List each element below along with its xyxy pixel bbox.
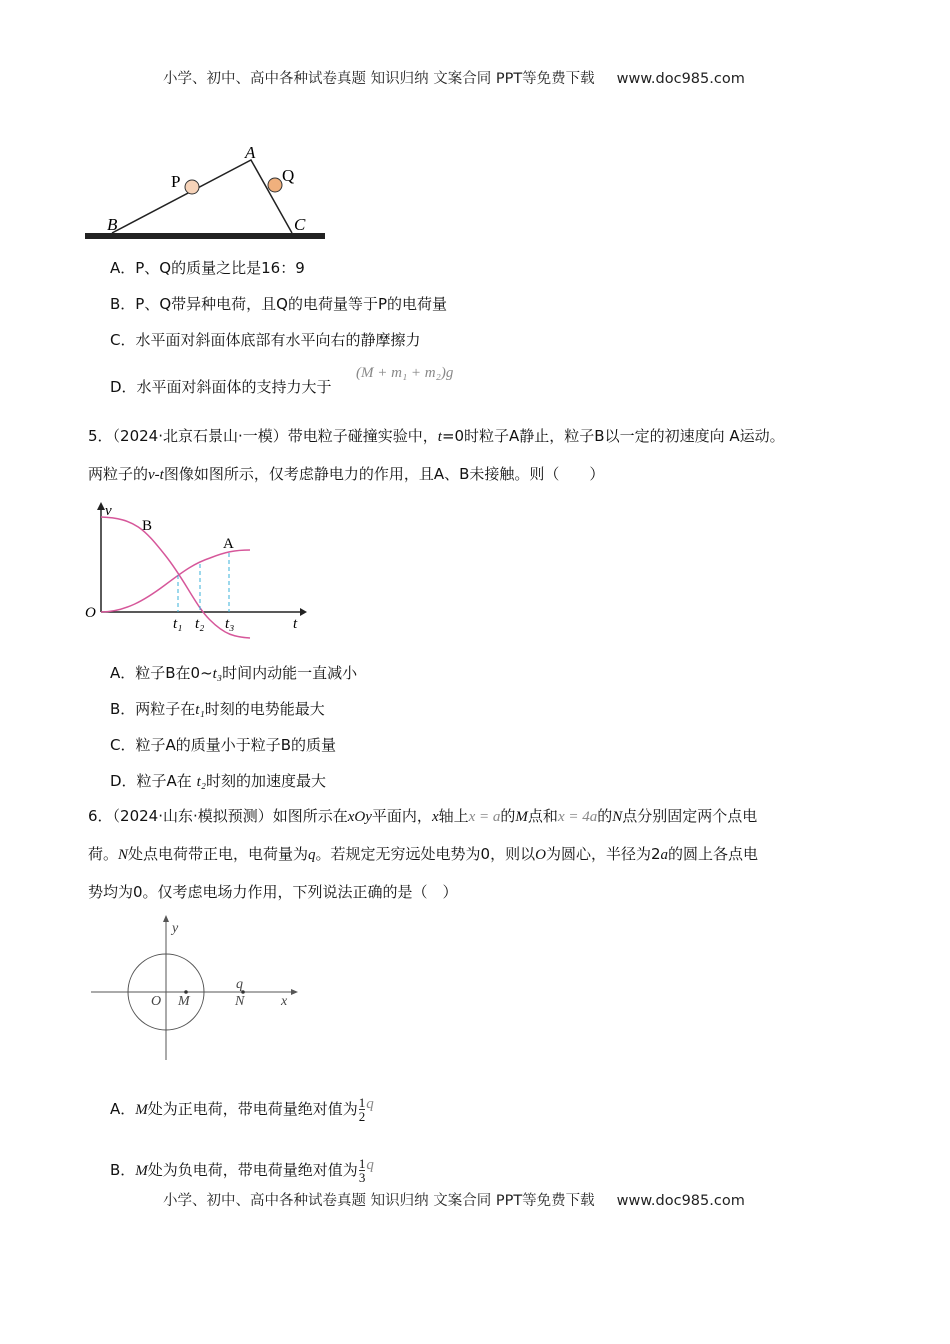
t: 的圆上各点电 [667, 845, 758, 863]
denominator: 2 [358, 1109, 366, 1124]
x-label: x [281, 994, 288, 1009]
q4-option-a[interactable]: A．P、Q的质量之比是16：9 [110, 259, 305, 277]
q5-option-b[interactable] [110, 699, 325, 720]
t: 的 [597, 807, 613, 825]
t: A． [110, 1100, 136, 1118]
t1-label: t₁ [173, 616, 183, 632]
fraction [359, 1157, 366, 1184]
y-axis-arrow [163, 915, 169, 922]
page-header [163, 69, 745, 89]
t: 点和 [527, 807, 558, 825]
footer-site-link[interactable]: www.doc985.com [616, 1193, 745, 1209]
text: 时刻的电势能最大 [204, 700, 325, 718]
label-a: A [245, 143, 256, 162]
x-axis-arrow [291, 989, 298, 995]
f: x = a [468, 809, 501, 825]
t: 轴上 [438, 807, 469, 825]
var: t₂ [196, 774, 206, 790]
q6-option-b[interactable] [110, 1155, 374, 1184]
q5-option-c[interactable]: C．粒子A的质量小于粒子B的质量 [110, 736, 337, 754]
q5-text: =0时粒子A静止，粒子B以一定的初速度向 A运动。 [441, 427, 785, 445]
header-site-link[interactable]: www.doc985.com [616, 71, 745, 87]
ball-p [185, 180, 199, 194]
q4-option-c[interactable]: C．水平面对斜面体底部有水平向右的静摩擦力 [110, 331, 421, 349]
label-p: P [171, 172, 181, 191]
v-axis-arrow [97, 502, 105, 510]
origin-label: O [85, 605, 96, 621]
t: 6．（2024·山东·模拟预测）如图所示在 [88, 807, 348, 825]
t-axis-arrow [300, 608, 307, 616]
q5-var-t: t [437, 429, 442, 445]
q4-option-d[interactable] [110, 377, 332, 397]
q5-option-a[interactable] [110, 663, 357, 684]
page-footer [163, 1191, 745, 1211]
ground [85, 233, 325, 239]
q4-option-d-formula: (M + m₁ + m₂)g [356, 365, 454, 381]
numerator: 1 [358, 1156, 366, 1171]
q4-option-b[interactable]: B．P、Q带异种电荷，且Q的电荷量等于P的电荷量 [110, 295, 447, 313]
m-label: M [178, 994, 190, 1009]
v: x [431, 809, 439, 825]
v: N [612, 809, 623, 825]
text: B．两粒子在 [110, 700, 196, 718]
o-label: O [151, 994, 162, 1009]
v: M [135, 1163, 148, 1179]
q6-stem-line1 [88, 806, 757, 827]
q6-option-a[interactable] [110, 1094, 374, 1123]
v: a [660, 847, 668, 863]
incline-figure [85, 140, 330, 245]
v: q [366, 1157, 374, 1173]
numerator: 1 [358, 1095, 366, 1110]
text: 时刻的加速度最大 [205, 772, 326, 790]
q5-option-d[interactable] [110, 771, 326, 792]
q5-text: 5．（2024·北京石景山·一模）带电粒子碰撞实验中， [88, 427, 438, 445]
vt-graph [85, 500, 310, 640]
q5-stem-line1 [88, 426, 785, 447]
triangle-abc [112, 160, 295, 233]
t2-label: t₂ [195, 616, 205, 632]
q-label: q [236, 977, 243, 992]
t: 为圆心，半径为2 [545, 845, 661, 863]
t: 点分别固定两个点电 [622, 807, 758, 825]
ball-q [268, 178, 282, 192]
header-text: 小学、初中、高中各种试卷真题 知识归纳 文案合同 PPT等免费下载 [163, 71, 595, 87]
var: t₃ [212, 666, 223, 682]
xoy-figure [88, 912, 303, 1062]
f: x = 4a [557, 809, 598, 825]
denominator: 3 [358, 1170, 366, 1185]
q5-stem-line2 [88, 464, 604, 485]
a-label: A [223, 536, 234, 552]
label-b: B [107, 215, 118, 234]
v-label: v [105, 503, 112, 519]
t: 的 [500, 807, 516, 825]
n-label: N [235, 994, 245, 1009]
curve-a [101, 550, 250, 612]
q5-text: 图像如图所示，仅考虑静电力的作用，且A、B未接触。则（ ） [163, 465, 605, 483]
v: xOy [347, 809, 372, 825]
t: 荷。 [88, 845, 119, 863]
label-q: Q [282, 166, 295, 185]
v: M [515, 809, 528, 825]
t: 处为正电荷，带电荷量绝对值为 [147, 1100, 358, 1118]
t3-label: t₃ [225, 616, 235, 632]
q5-text: 两粒子的 [88, 465, 149, 483]
q6-stem-line3: 势均为0。仅考虑电场力作用，下列说法正确的是（ ） [88, 883, 458, 901]
var: t₁ [195, 702, 205, 718]
t: 处点电荷带正电，电荷量为 [128, 845, 309, 863]
footer-text: 小学、初中、高中各种试卷真题 知识归纳 文案合同 PPT等免费下载 [163, 1193, 595, 1209]
y-label: y [172, 921, 179, 936]
q6-stem-line2 [88, 844, 758, 865]
v: q [366, 1096, 374, 1112]
v: N [118, 847, 129, 863]
b-label: B [142, 518, 153, 534]
q5-var-vt: v-t [148, 467, 164, 483]
t: 。若规定无穷远处电势为0，则以 [315, 845, 536, 863]
v: q [308, 847, 316, 863]
text: A．粒子B在0~ [110, 664, 213, 682]
text: 时间内动能一直减小 [222, 664, 358, 682]
t-label: t [293, 616, 298, 632]
q4-option-d-text: D．水平面对斜面体的支持力大于 [110, 378, 332, 396]
fraction [359, 1096, 366, 1123]
text: D．粒子A在 [110, 772, 197, 790]
v: O [535, 847, 546, 863]
label-c: C [294, 215, 306, 234]
t: 平面内， [371, 807, 432, 825]
t: 处为负电荷，带电荷量绝对值为 [147, 1161, 358, 1179]
v: M [135, 1102, 148, 1118]
t: B． [110, 1161, 136, 1179]
